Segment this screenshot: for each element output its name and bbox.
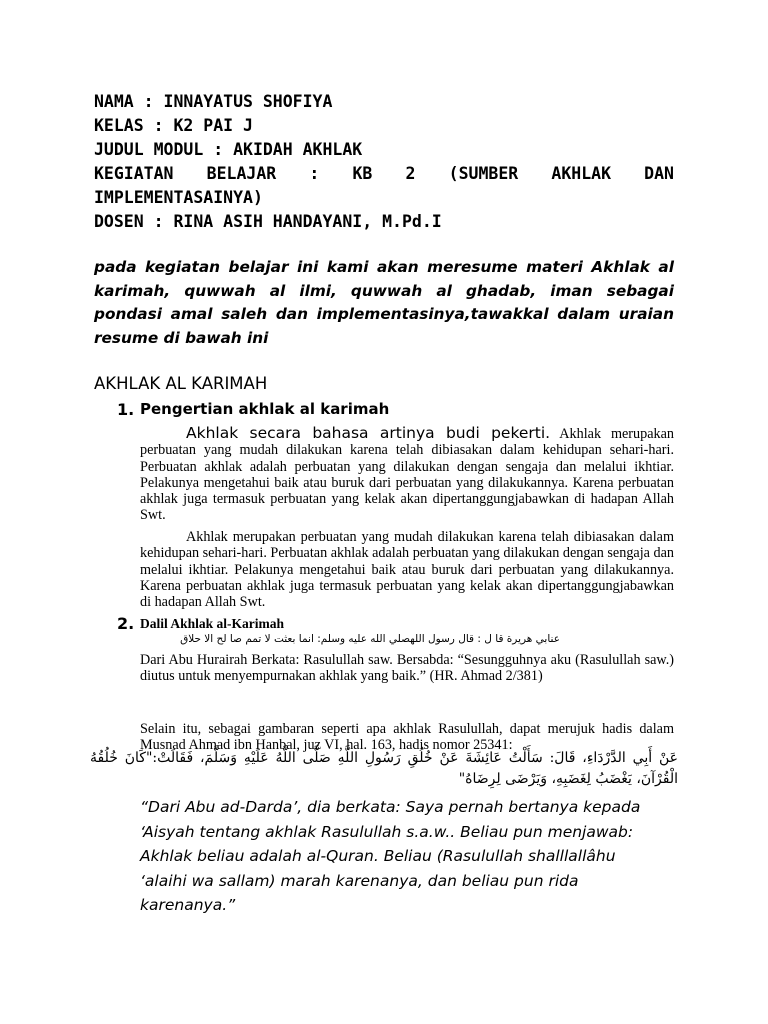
paragraph-1-text: Akhlak merupakan perbuatan yang mudah dilakukan karena telah dibiasakan dalam kehidupan sehari-hari. Perbuatan akhlak adalah perbuatan yang dilakukan dengan sengaja dan melalui ikhtiar. Pelakunya mengetahui baik atau buruk dari perbuatan yang dilakukannya. Karena perbuatan akhlak juga termasuk perbuatan yang kelak akan dipertanggungjabawkan di hadapan Allah Swt. bbox=[140, 426, 674, 524]
section-title: AKHLAK AL KARIMAH bbox=[94, 374, 268, 393]
list-number-1: 1. bbox=[117, 400, 135, 419]
paragraph-2 bbox=[140, 529, 674, 610]
paragraph-1 bbox=[140, 425, 674, 524]
student-name: NAMA : INNAYATUS SHOFIYA bbox=[94, 92, 333, 111]
activity-line-2: IMPLEMENTASAINYA) bbox=[94, 188, 263, 207]
hadith-translation: Dari Abu Hurairah Berkata: Rasulullah saw. Bersabda: “Sesungguhnya aku (Rasulullah saw.) diutus untuk menyempurnakan akhlak yang baik.” (HR. Ahmad 2/381) bbox=[140, 652, 674, 685]
subheading-2: Dalil Akhlak al-Karimah bbox=[140, 616, 285, 631]
intro-paragraph: pada kegiatan belajar ini kami akan meresume materi Akhlak al karimah, quwwah al ilmi, quwwah al ghadab, iman sebagai pondasi amal saleh dan implementasinya,tawakkal dalam uraian resume di bawah ini bbox=[94, 258, 674, 347]
lead-sentence: Akhlak secara bahasa artinya budi pekerti. bbox=[186, 424, 551, 442]
subheading-1: Pengertian akhlak al karimah bbox=[140, 400, 390, 418]
arabic-hadith: عنابي هريرة قا ل : قال رسول اللهصلي الله عليه وسلم: انما بعثت لا تمم صا لح الا حلاق bbox=[180, 633, 560, 645]
activity-line-1: KEGIATAN BELAJAR : KB 2 (SUMBER AKHLAK DAN bbox=[94, 164, 674, 183]
list-number-2: 2. bbox=[117, 614, 135, 633]
paragraph-2-text: Akhlak merupakan perbuatan yang mudah dilakukan karena telah dibiasakan dalam kehidupan sehari-hari. Perbuatan akhlak adalah perbuatan yang dilakukan dengan sengaja dan melalui ikhtiar. Pelakunya mengetahui baik atau buruk dari perbuatan yang dilakukannya. Karena perbuatan akhlak juga termasuk perbuatan yang kelak akan dipertanggungjabawkan di hadapan Allah Swt. bbox=[140, 529, 674, 611]
hadith-quote-translation: “Dari Abu ad-Darda’, dia berkata: Saya pernah bertanya kepada ‘Aisyah tentang akhlak Rasulullah s.a.w.. Beliau pun menjawab: Akhlak beliau adalah al-Quran. Beliau (Rasulullah shalllallâhu ‘alaihi wa sallam) marah karenanya, dan beliau pun rida karenanya.” bbox=[140, 798, 641, 914]
paragraph-3: Selain itu, sebagai gambaran seperti apa akhlak Rasulullah, dapat merujuk hadis dalam Musnad Ahmad ibn Hanbal, juz VI, hal. 163, hadis nomor 25341: bbox=[140, 721, 674, 754]
class-info: KELAS : K2 PAI J bbox=[94, 116, 253, 135]
lecturer-info: DOSEN : RINA ASIH HANDAYANI, M.Pd.I bbox=[94, 212, 442, 231]
arabic-aisyah-hadith: عَنْ أَبِي الدَّرْدَاءِ، قَالَ: سَأَلْتُ عَائِشَةَ عَنْ خُلُقِ رَسُولِ اللَّهِ صَلَّى اللَّهُ عَلَيْهِ وَسَلَّمَ، فَقَالَتْ:"كَانَ خُلُقُهُ الْقُرْآنَ، يَغْضَبُ لِغَضَبِهِ، وَيَرْضَى لِرِضَاهُ" bbox=[90, 750, 678, 787]
module-title: JUDUL MODUL : AKIDAH AKHLAK bbox=[94, 140, 363, 159]
